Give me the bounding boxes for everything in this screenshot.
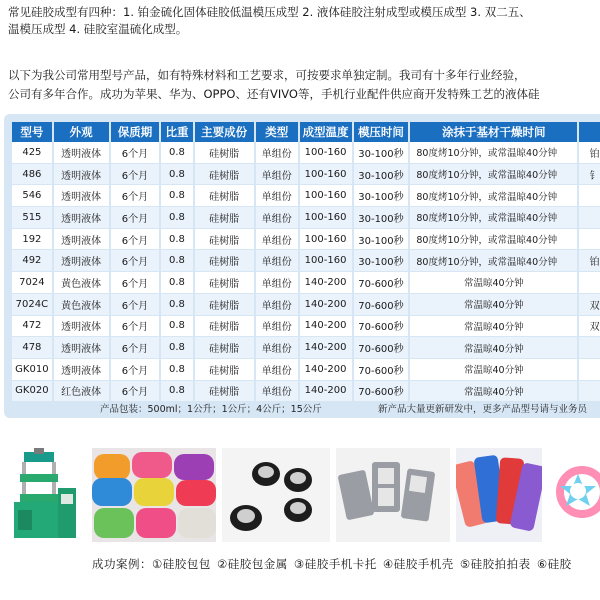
column-header: 涂抹于基材干燥时间 (410, 122, 579, 142)
table-cell-shelf: 6个月 (111, 229, 162, 251)
table-cell-comp: 硅树脂 (195, 142, 256, 164)
table-cell-model: 478 (12, 337, 54, 359)
table-cell-time: 70-600秒 (354, 294, 411, 316)
table-cell-model: 472 (12, 316, 54, 338)
table-row (12, 272, 600, 294)
packaging-note: 产品包装：500ml；1公升；1公斤；4公斤；15公斤 (100, 404, 322, 415)
table-cell-model: 492 (12, 250, 54, 272)
table-cell-time: 70-600秒 (354, 359, 411, 381)
table-header-row (12, 122, 600, 142)
intro-paragraph-2 (8, 66, 600, 104)
column-header: 模压时间 (354, 122, 411, 142)
table-cell-sg: 0.8 (161, 164, 194, 186)
table-row (12, 250, 600, 272)
table-cell-comp: 硅树脂 (195, 164, 256, 186)
intro-para2-line-2: 公司有多年合作。成功为苹果、华为、OPPO、还有VIVO等，手机行业配件供应商开发特殊工艺的液体硅 (8, 87, 540, 101)
table-cell-type: 单组份 (256, 272, 300, 294)
table-cell-extra: 钅 (579, 164, 600, 186)
column-header: 保质期 (111, 122, 162, 142)
table-cell-model: 546 (12, 185, 54, 207)
table-cell-comp: 硅树脂 (195, 359, 256, 381)
press-machine-image (6, 448, 80, 542)
table-cell-cure: 常温晾40分钟 (410, 359, 579, 381)
table-cell-type: 单组份 (256, 359, 300, 381)
table-cell-shelf: 6个月 (111, 381, 162, 403)
table-cell-look: 透明液体 (54, 250, 111, 272)
column-header: 类型 (256, 122, 300, 142)
table-cell-cure: 常温晾40分钟 (410, 381, 579, 403)
table-cell-sg: 0.8 (161, 207, 194, 229)
table-row (12, 229, 600, 251)
table-cell-temp: 140-200 (300, 337, 354, 359)
table-cell-look: 黄色液体 (54, 294, 111, 316)
table-cell-look: 透明液体 (54, 207, 111, 229)
table-cell-extra (579, 229, 600, 251)
table-cell-model: 425 (12, 142, 54, 164)
table-cell-cure: 80度烤10分钟，或常温晾40分钟 (410, 142, 579, 164)
column-header: 比重 (161, 122, 194, 142)
silicone-metal-image (222, 448, 330, 542)
table-cell-look: 透明液体 (54, 164, 111, 186)
table-cell-temp: 100-160 (300, 164, 354, 186)
table-cell-cure: 80度烤10分钟，或常温晾40分钟 (410, 185, 579, 207)
table-cell-shelf: 6个月 (111, 272, 162, 294)
table-cell-sg: 0.8 (161, 142, 194, 164)
table-cell-shelf: 6个月 (111, 359, 162, 381)
table-cell-model: 7024C (12, 294, 54, 316)
table-cell-shelf: 6个月 (111, 207, 162, 229)
table-row (12, 316, 600, 338)
product-table-panel (4, 114, 600, 418)
column-header: 型号 (12, 122, 54, 142)
table-row (12, 381, 600, 403)
table-cell-shelf: 6个月 (111, 316, 162, 338)
phone-case-image (456, 448, 542, 542)
table-body (12, 142, 600, 402)
table-cell-cure: 常温晾40分钟 (410, 294, 579, 316)
table-cell-cure: 常温晾40分钟 (410, 337, 579, 359)
table-cell-cure: 80度烤10分钟，或常温晾40分钟 (410, 164, 579, 186)
table-cell-extra: 双 (579, 294, 600, 316)
new-products-note: 新产品大量更新研发中，更多产品型号请与业务员 (378, 404, 588, 415)
table-cell-sg: 0.8 (161, 185, 194, 207)
table-cell-look: 透明液体 (54, 229, 111, 251)
table-cell-extra: 铂 (579, 142, 600, 164)
slap-watch-image (548, 448, 600, 542)
column-header: 成型温度 (300, 122, 354, 142)
intro-line-2: 温模压成型 4. 硅胶室温硫化成型。 (8, 22, 188, 36)
table-cell-cure: 80度烤10分钟，或常温晾40分钟 (410, 250, 579, 272)
column-header: 主要成份 (195, 122, 256, 142)
table-cell-cure: 80度烤10分钟，或常温晾40分钟 (410, 229, 579, 251)
table-cell-look: 透明液体 (54, 185, 111, 207)
table-cell-time: 30-100秒 (354, 142, 411, 164)
intro-line-1: 常见硅胶成型有四种：1. 铂金硫化固体硅胶低温模压成型 2. 液体硅胶注射成型或模压成型 3. 双二五、 (8, 5, 531, 19)
table-cell-type: 单组份 (256, 164, 300, 186)
intro-para2-line-1: 以下为我公司常用型号产品，如有特殊材料和工艺要求，可按要求单独定制。我司有十多年行业经验， (8, 68, 526, 82)
table-cell-extra: 双 (579, 316, 600, 338)
table-row (12, 294, 600, 316)
table-cell-type: 单组份 (256, 250, 300, 272)
table-cell-type: 单组份 (256, 185, 300, 207)
table-cell-temp: 100-160 (300, 229, 354, 251)
table-cell-cure: 80度烤10分钟，或常温晾40分钟 (410, 207, 579, 229)
table-cell-extra (579, 337, 600, 359)
table-cell-time: 70-600秒 (354, 337, 411, 359)
table-cell-sg: 0.8 (161, 381, 194, 403)
table-cell-shelf: 6个月 (111, 294, 162, 316)
table-cell-extra (579, 185, 600, 207)
table-cell-shelf: 6个月 (111, 250, 162, 272)
table-row (12, 207, 600, 229)
table-cell-look: 透明液体 (54, 142, 111, 164)
table-cell-time: 30-100秒 (354, 185, 411, 207)
table-cell-comp: 硅树脂 (195, 337, 256, 359)
table-cell-extra (579, 381, 600, 403)
table-cell-look: 黄色液体 (54, 272, 111, 294)
table-cell-sg: 0.8 (161, 272, 194, 294)
table-cell-extra (579, 207, 600, 229)
table-row (12, 185, 600, 207)
table-cell-time: 30-100秒 (354, 229, 411, 251)
table-cell-temp: 100-160 (300, 250, 354, 272)
table-cell-model: 7024 (12, 272, 54, 294)
table-cell-sg: 0.8 (161, 337, 194, 359)
table-cell-shelf: 6个月 (111, 337, 162, 359)
table-cell-sg: 0.8 (161, 294, 194, 316)
table-cell-time: 70-600秒 (354, 316, 411, 338)
table-cell-type: 单组份 (256, 316, 300, 338)
table-cell-temp: 140-200 (300, 359, 354, 381)
silicone-bag-image (92, 448, 216, 542)
table-cell-model: GK020 (12, 381, 54, 403)
table-cell-look: 透明液体 (54, 316, 111, 338)
intro-paragraph-1 (8, 4, 600, 38)
table-cell-temp: 140-200 (300, 294, 354, 316)
column-header (579, 122, 600, 142)
table-cell-type: 单组份 (256, 207, 300, 229)
table-cell-type: 单组份 (256, 337, 300, 359)
table-cell-time: 70-600秒 (354, 272, 411, 294)
table-cell-temp: 140-200 (300, 381, 354, 403)
table-cell-comp: 硅树脂 (195, 381, 256, 403)
table-cell-extra (579, 272, 600, 294)
table-cell-comp: 硅树脂 (195, 207, 256, 229)
product-table (12, 122, 600, 402)
table-cell-model: 192 (12, 229, 54, 251)
table-cell-comp: 硅树脂 (195, 272, 256, 294)
sim-tray-image (336, 448, 450, 542)
table-cell-model: 515 (12, 207, 54, 229)
table-cell-comp: 硅树脂 (195, 294, 256, 316)
table-cell-comp: 硅树脂 (195, 229, 256, 251)
table-cell-temp: 100-160 (300, 185, 354, 207)
table-cell-model: GK010 (12, 359, 54, 381)
table-cell-type: 单组份 (256, 381, 300, 403)
table-cell-cure: 常温晾40分钟 (410, 316, 579, 338)
table-cell-type: 单组份 (256, 229, 300, 251)
table-cell-sg: 0.8 (161, 229, 194, 251)
table-cell-comp: 硅树脂 (195, 250, 256, 272)
product-photo-gallery (0, 448, 600, 546)
table-cell-temp: 100-160 (300, 207, 354, 229)
table-row (12, 142, 600, 164)
table-cell-type: 单组份 (256, 142, 300, 164)
table-cell-extra (579, 359, 600, 381)
table-cell-sg: 0.8 (161, 316, 194, 338)
table-row (12, 164, 600, 186)
table-cell-look: 透明液体 (54, 337, 111, 359)
table-row (12, 359, 600, 381)
table-cell-time: 70-600秒 (354, 381, 411, 403)
table-cell-cure: 常温晾40分钟 (410, 272, 579, 294)
table-cell-time: 30-100秒 (354, 250, 411, 272)
table-cell-comp: 硅树脂 (195, 185, 256, 207)
table-cell-sg: 0.8 (161, 359, 194, 381)
table-cell-temp: 100-160 (300, 142, 354, 164)
table-cell-model: 486 (12, 164, 54, 186)
table-cell-temp: 140-200 (300, 272, 354, 294)
table-cell-shelf: 6个月 (111, 142, 162, 164)
table-cell-type: 单组份 (256, 294, 300, 316)
table-cell-time: 30-100秒 (354, 207, 411, 229)
table-cell-shelf: 6个月 (111, 164, 162, 186)
table-cell-sg: 0.8 (161, 250, 194, 272)
column-header: 外观 (54, 122, 111, 142)
table-cell-temp: 140-200 (300, 316, 354, 338)
table-row (12, 337, 600, 359)
table-cell-comp: 硅树脂 (195, 316, 256, 338)
success-cases-caption: 成功案例：①硅胶包包 ②硅胶包金属 ③硅胶手机卡托 ④硅胶手机壳 ⑤硅胶拍拍表 ⑥硅胶 (92, 557, 572, 571)
table-cell-extra: 铂 (579, 250, 600, 272)
table-cell-look: 透明液体 (54, 359, 111, 381)
table-cell-look: 红色液体 (54, 381, 111, 403)
table-cell-shelf: 6个月 (111, 185, 162, 207)
table-cell-time: 30-100秒 (354, 164, 411, 186)
